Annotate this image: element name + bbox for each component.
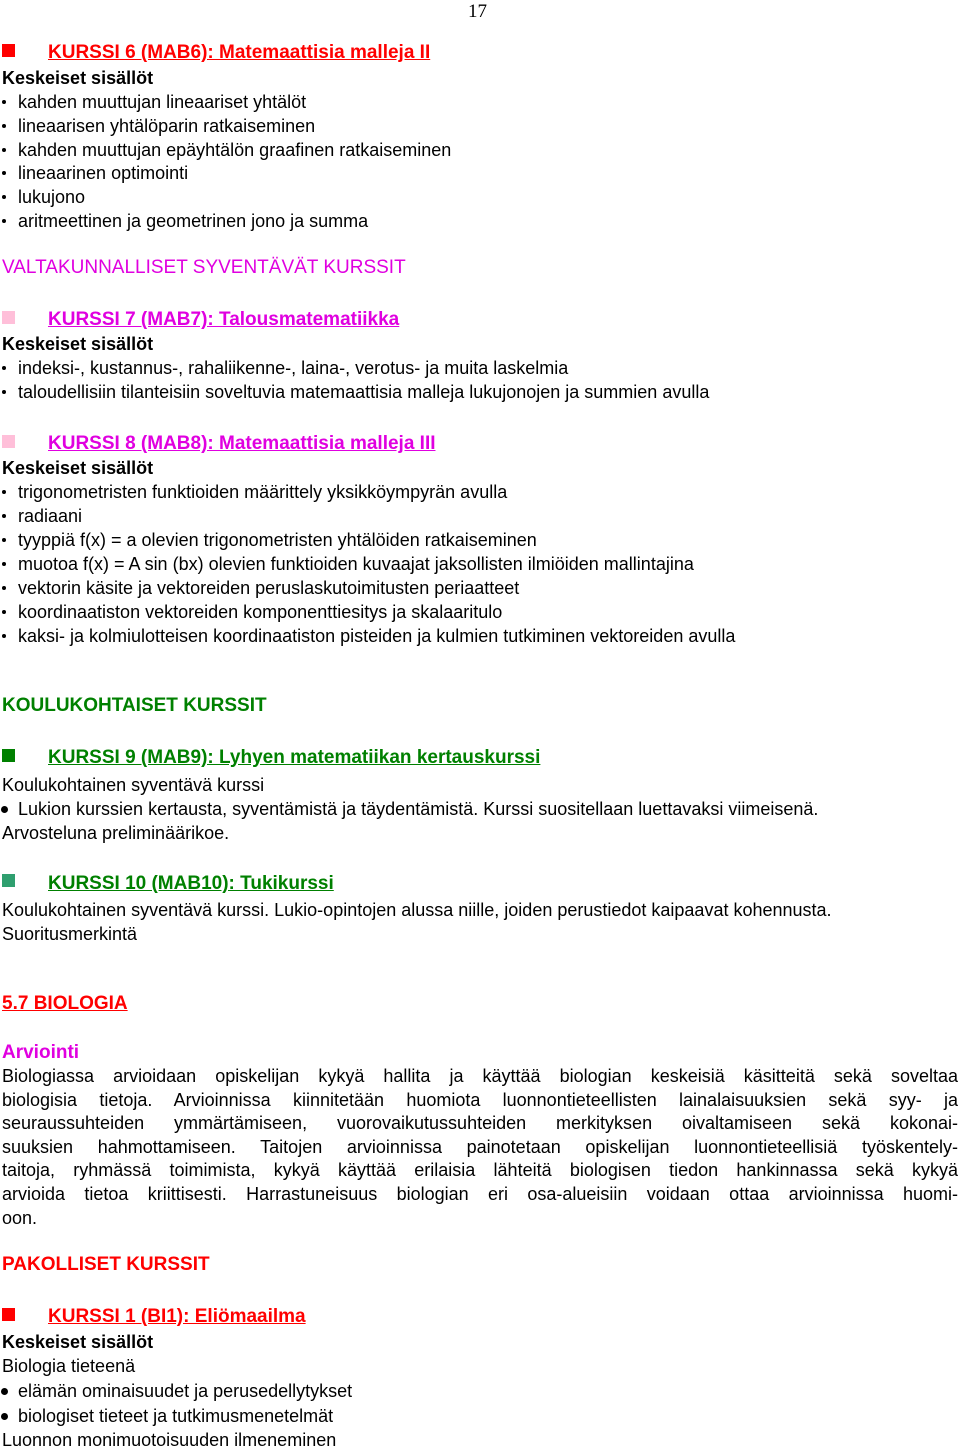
bi1-after: Luonnon monimuotoisuuden ilmeneminen (2, 1430, 337, 1450)
arviointi-line: suuksien hahmottamiseen. Taitojen arvioinnissa painotetaan opiskelijan luonnontieteellisiä työskentely- (2, 1136, 958, 1157)
kurssi10-line1: Koulukohtainen syventävä kurssi. Lukio-opintojen alussa niille, joiden perustiedot kaipaavat kohennusta. (2, 900, 832, 920)
kurssi8-item: kaksi- ja kolmiulotteisen koordinaatiston pisteiden ja kulmien tutkiminen vektoreiden avulla (18, 626, 736, 646)
red-square-icon (2, 1308, 15, 1321)
kurssi7-item: indeksi-, kustannus-, rahaliikenne-, laina-, verotus- ja muita laskelmia (18, 358, 569, 378)
kurssi8-item: trigonometristen funktioiden määrittely yksikköympyrän avulla (18, 482, 508, 502)
arviointi-paragraph (2, 1065, 958, 1230)
red-square-icon (2, 44, 15, 57)
teal-square-icon (2, 874, 15, 887)
kurssi7-title[interactable]: KURSSI 7 (MAB7): Talousmatematiikka (48, 309, 400, 330)
page-number: 17 (468, 1, 487, 22)
kurssi6-item: lukujono (18, 187, 86, 207)
kurssi9-item: Lukion kurssien kertausta, syventämistä ja täydentämistä. Kurssi suositellaan luettavaksi viimeisenä. (18, 799, 819, 819)
syventavat-heading: VALTAKUNNALLISET SYVENTÄVÄT KURSSIT (2, 257, 406, 278)
green-square-icon (2, 749, 15, 762)
kurssi9-note: Arvosteluna preliminäärikoe. (2, 823, 230, 843)
bi1-intro: Biologia tieteenä (2, 1356, 136, 1376)
kurssi8-item: vektorin käsite ja vektoreiden peruslaskutoimitusten periaatteet (18, 578, 520, 598)
kurssi10-title[interactable]: KURSSI 10 (MAB10): Tukikurssi (48, 873, 334, 894)
kurssi10-line2: Suoritusmerkintä (2, 924, 138, 944)
kurssi6-item: lineaarisen yhtälöparin ratkaiseminen (18, 116, 316, 136)
pink-square-icon (2, 435, 15, 448)
arviointi-line: oon. (2, 1207, 38, 1228)
kurssi6-subtitle: Keskeiset sisällöt (2, 68, 154, 88)
kurssi8-subtitle: Keskeiset sisällöt (2, 458, 154, 478)
kurssi6-item: aritmeettinen ja geometrinen jono ja summa (18, 211, 369, 231)
pink-square-icon (2, 311, 15, 324)
kurssi6-item: kahden muuttujan lineaariset yhtälöt (18, 92, 307, 112)
arviointi-heading: Arviointi (2, 1042, 80, 1063)
kurssi7-subtitle: Keskeiset sisällöt (2, 334, 154, 354)
bi1-item: biologiset tieteet ja tutkimusmenetelmät (18, 1406, 334, 1426)
bi1-subtitle: Keskeiset sisällöt (2, 1332, 154, 1352)
kurssi8-item: muotoa f(x) = A sin (bx) olevien funktioiden kuvaajat jaksollisten ilmiöiden mallintajina (18, 554, 694, 574)
koulukohtaiset-heading: KOULUKOHTAISET KURSSIT (2, 695, 267, 716)
arviointi-line: biologisia tietoja. Arvioinnissa kiinnitetään huomiota luonnontieteellisten lainalaisuuksien sekä syy- ja (2, 1089, 958, 1110)
kurssi9-title[interactable]: KURSSI 9 (MAB9): Lyhyen matematiikan kertauskurssi (48, 747, 541, 768)
arviointi-line: seuraussuhteiden ymmärtämiseen, vuorovaikutussuhteiden merkityksen oivaltamiseen sekä kokonai- (2, 1113, 958, 1134)
biologia-heading[interactable]: 5.7 BIOLOGIA (2, 993, 128, 1014)
pakolliset-heading: PAKOLLISET KURSSIT (2, 1254, 210, 1275)
arviointi-line: taitoja, ryhmässä toimimista, kykyä käyttää erilaisia lähteitä biologisen tiedon hankinnassa sekä kykyä (2, 1160, 958, 1181)
kurssi6-item: lineaarinen optimointi (18, 163, 189, 183)
bi1-item: elämän ominaisuudet ja perusedellytykset (18, 1381, 353, 1401)
kurssi8-item: tyyppiä f(x) = a olevien trigonometristen yhtälöiden ratkaiseminen (18, 530, 537, 550)
kurssi8-title[interactable]: KURSSI 8 (MAB8): Matemaattisia malleja III (48, 433, 436, 454)
kurssi8-item: koordinaatiston vektoreiden komponenttiesitys ja skalaaritulo (18, 602, 503, 622)
arviointi-line: arvioida tietoa kriittisesti. Harrastuneisuus biologian eri osa-alueisiin voidaan ottaa arvioinnissa huomi- (2, 1183, 958, 1204)
kurssi7-item: taloudellisiin tilanteisiin soveltuvia matemaattisia malleja lukujonojen ja summien avulla (18, 382, 710, 402)
kurssi6-item: kahden muuttujan epäyhtälön graafinen ratkaiseminen (18, 140, 452, 160)
kurssi6-title[interactable]: KURSSI 6 (MAB6): Matemaattisia malleja II (48, 42, 431, 63)
kurssi8-item: radiaani (18, 506, 83, 526)
kurssi9-subtitle: Koulukohtainen syventävä kurssi (2, 775, 265, 795)
bi1-title[interactable]: KURSSI 1 (BI1): Eliömaailma (48, 1306, 306, 1327)
arviointi-line: Biologiassa arvioidaan opiskelijan kykyä hallita ja käyttää biologian keskeisiä käsitteitä sekä soveltaa (2, 1066, 958, 1086)
